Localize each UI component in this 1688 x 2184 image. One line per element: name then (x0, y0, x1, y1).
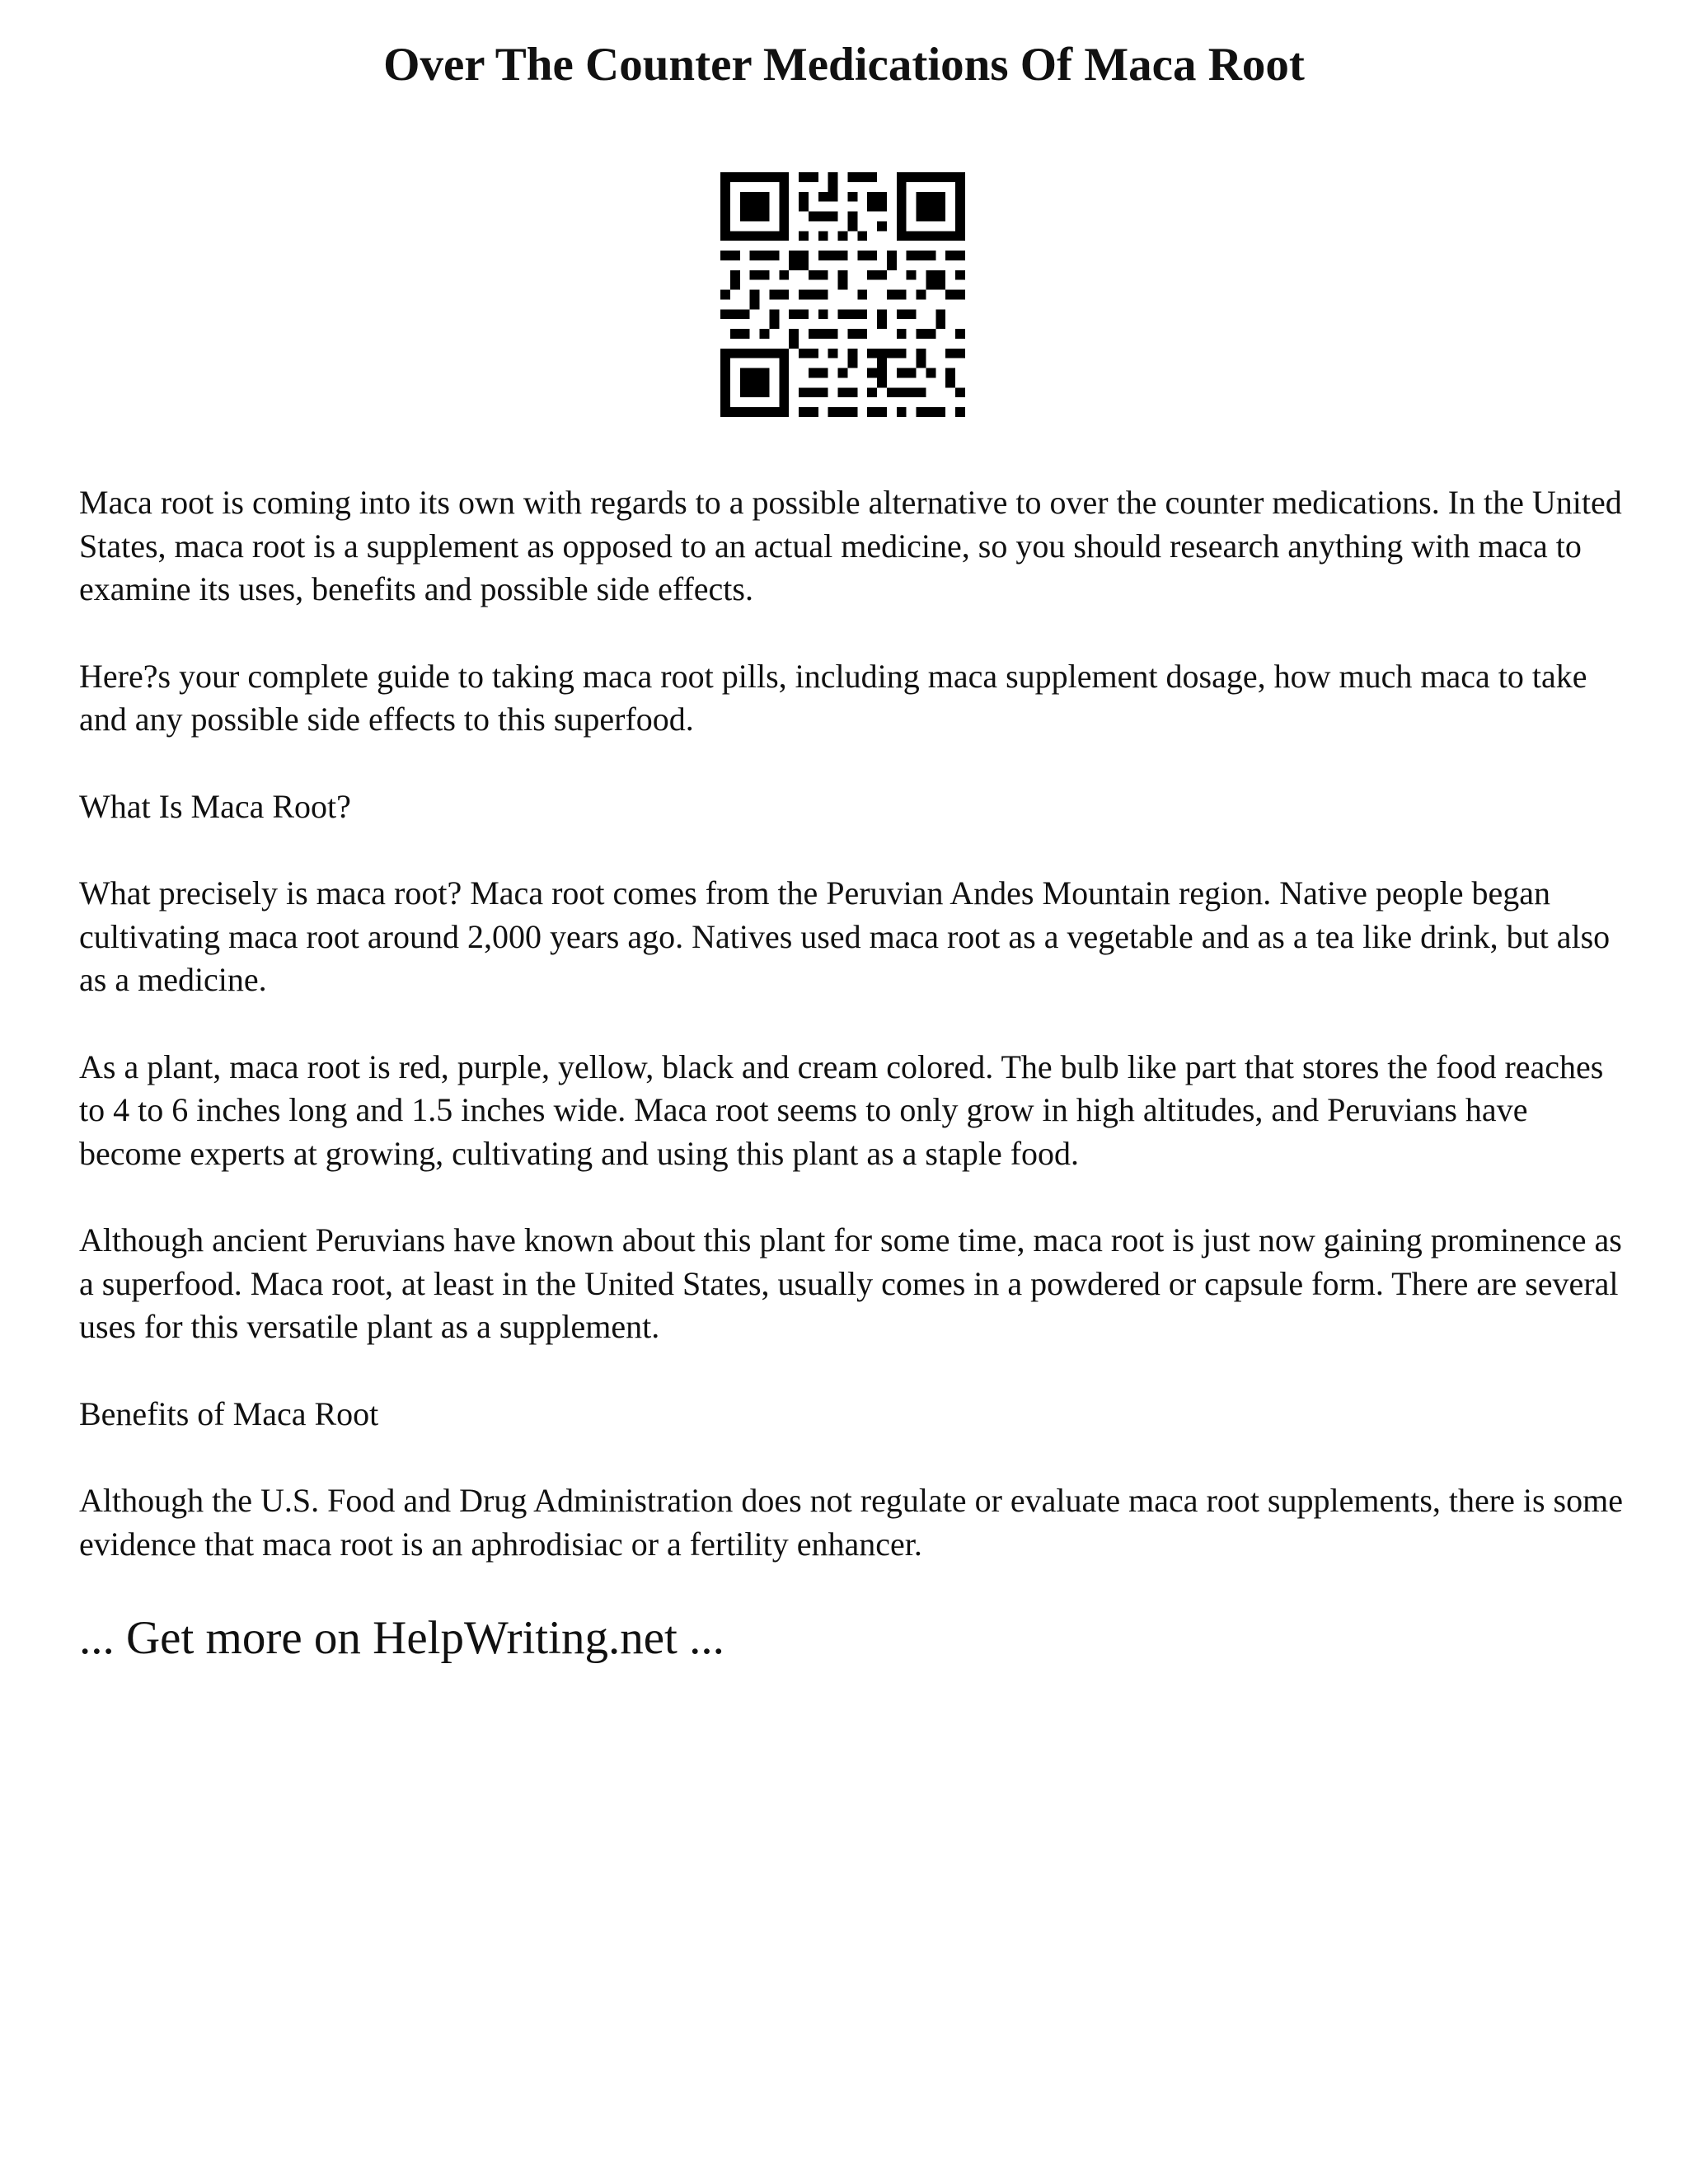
document-body (79, 481, 1629, 1667)
paragraph-fda: Although the U.S. Food and Drug Administration does not regulate or evaluate maca root supplements, there is some evidence that maca root is an aphrodisiac or a fertility enhancer. (79, 1482, 1623, 1563)
heading-what-is-maca: What Is Maca Root? (79, 787, 351, 825)
paragraph-intro: Maca root is coming into its own with regards to a possible alternative to over the counter medications. In the United States, maca root is a supplement as opposed to an actual medicine, so you should research anything with maca to examine its uses, benefits and possible side effects. (79, 484, 1622, 607)
paragraph-origin: What precisely is maca root? Maca root comes from the Peruvian Andes Mountain region. Native people began cultivating maca root around 2,000 years ago. Natives used maca root as a vegetable and as a tea like drink, but also as a medicine. (79, 874, 1611, 998)
heading-benefits: Benefits of Maca Root (79, 1394, 379, 1432)
get-more-link[interactable]: ... Get more on HelpWriting.net ... (79, 1612, 724, 1664)
qr-code-icon (720, 172, 965, 417)
document-title: Over The Counter Medications Of Maca Root (383, 39, 1305, 91)
paragraph-plant: As a plant, maca root is red, purple, yellow, black and cream colored. The bulb like part that stores the food reaches to 4 to 6 inches long and 1.5 inches wide. Maca root seems to only grow in high altitudes, and Peruvians have become experts at growing, cultivating and using this plant as a staple food. (79, 1047, 1604, 1172)
paragraph-superfood: Although ancient Peruvians have known about this plant for some time, maca root is just now gaining prominence as a superfood. Maca root, at least in the United States, usually comes in a powdered or capsule form. There are several uses for this versatile plant as a supplement. (79, 1221, 1622, 1345)
paragraph-guide: Here?s your complete guide to taking maca root pills, including maca supplement dosage, how much maca to take and any possible side effects to this superfood. (79, 657, 1587, 738)
